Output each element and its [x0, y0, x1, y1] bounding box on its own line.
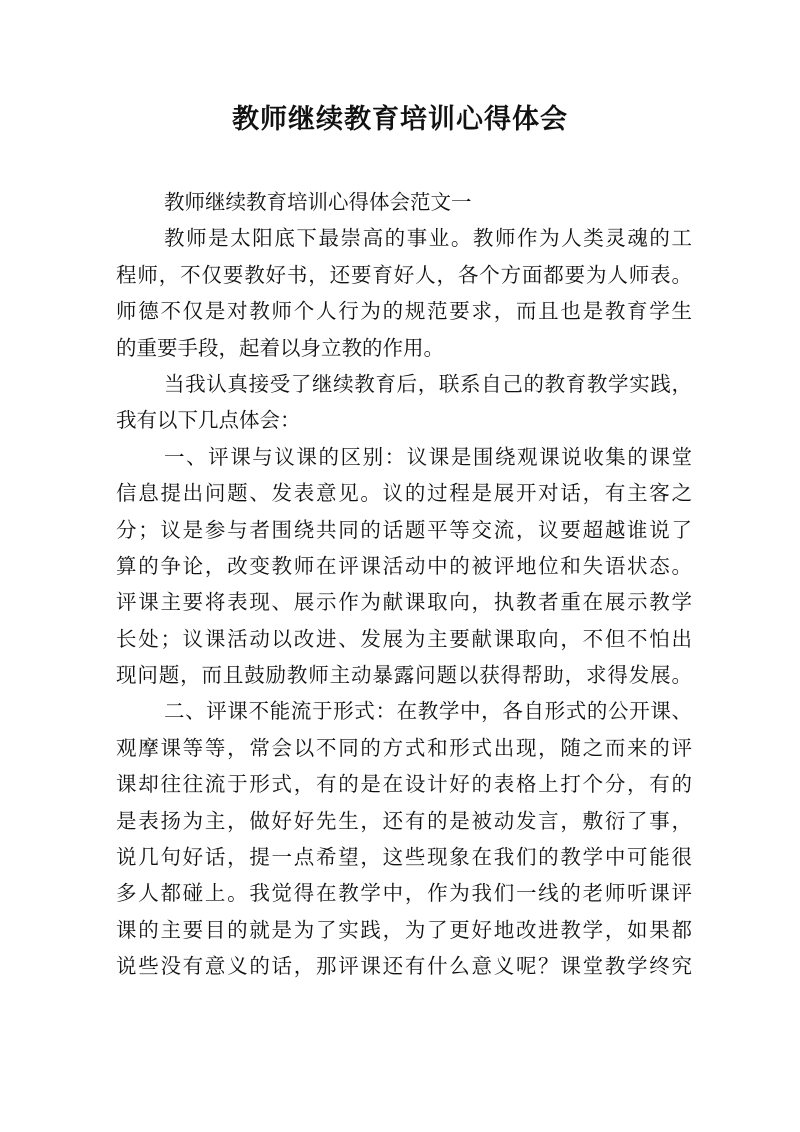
paragraph-line: 二、评课不能流于形式：在教学中，各自形式的公开课、 [164, 699, 692, 724]
document-title: 教师继续教育培训心得体会 [232, 104, 568, 135]
paragraph-line: 一、评课与议课的区别：议课是围绕观课说收集的课堂 [164, 444, 692, 469]
paragraph-line: 说几句好话，提一点希望，这些现象在我们的教学中可能很 [116, 845, 692, 870]
subtitle-line: 教师继续教育培训心得体会范文一 [164, 190, 472, 214]
paragraph-line: 说些没有意义的话，那评课还有什么意义呢？课堂教学终究 [116, 954, 692, 979]
paragraph-line: 长处；议课活动以改进、发展为主要献课取向，不但不怕出 [116, 626, 692, 651]
paragraph-line: 我有以下几点体会： [116, 408, 301, 433]
paragraph-line: 算的争论，改变教师在评课活动中的被评地位和失语状态。 [116, 553, 692, 578]
paragraph-line: 当我认真接受了继续教育后，联系自己的教育教学实践， [164, 371, 692, 396]
paragraph-line: 现问题，而且鼓励教师主动暴露问题以获得帮助，求得发展。 [116, 663, 692, 688]
paragraph-line: 程师，不仅要教好书，还要育好人，各个方面都要为人师表。 [116, 262, 692, 287]
paragraph-line: 教师是太阳底下最崇高的事业。教师作为人类灵魂的工 [164, 226, 692, 251]
paragraph-line: 观摩课等等，常会以不同的方式和形式出现，随之而来的评 [116, 735, 692, 760]
paragraph-line: 的重要手段，起着以身立教的作用。 [116, 335, 444, 360]
paragraph-line: 师德不仅是对教师个人行为的规范要求，而且也是教育学生 [116, 299, 692, 324]
document-body [116, 184, 692, 985]
paragraph-line: 课却往往流于形式，有的是在设计好的表格上打个分，有的 [116, 772, 692, 797]
paragraph-line: 多人都碰上。我觉得在教学中，作为我们一线的老师听课评 [116, 881, 692, 906]
paragraph-line: 是表扬为主，做好好先生，还有的是被动发言，敷衍了事， [116, 808, 692, 833]
paragraph-line: 评课主要将表现、展示作为献课取向，执教者重在展示教学 [116, 590, 692, 615]
paragraph-line: 分；议是参与者围绕共同的话题平等交流，议要超越谁说了 [116, 517, 692, 542]
paragraph-line: 课的主要目的就是为了实践，为了更好地改进教学，如果都 [116, 917, 692, 942]
paragraph-line: 信息提出问题、发表意见。议的过程是展开对话，有主客之 [116, 481, 692, 506]
